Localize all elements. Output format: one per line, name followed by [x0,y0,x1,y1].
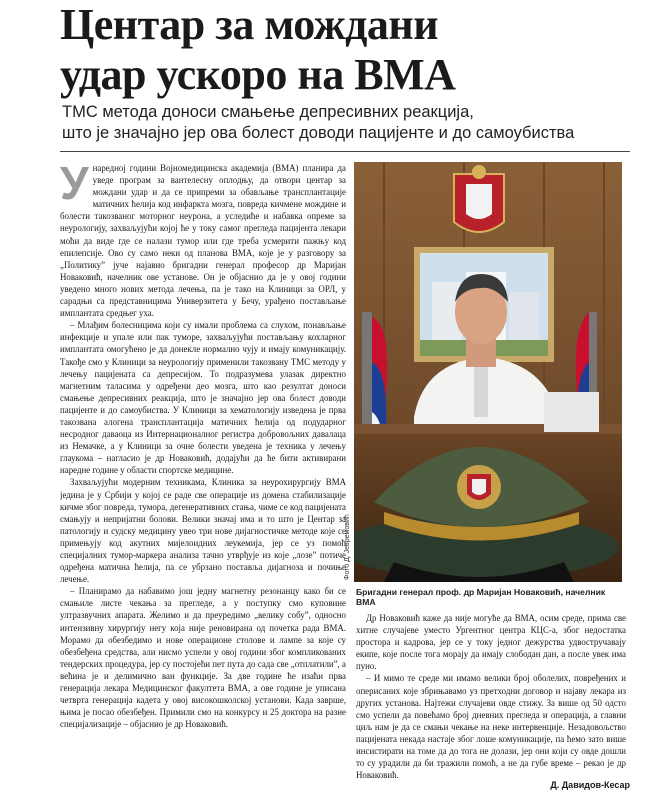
photo-credit: Фото Д. Јевремовић [344,514,351,580]
subhead-line-1: ТМС метода доноси смањење депресивних реакција, [62,103,474,121]
portrait-photo [354,162,622,582]
photo-caption: Бригадни генерал проф. др Маријан Новаковић, начелник ВМА [356,587,606,607]
paragraph-4: – Планирамо да набавимо још једну магнетну резонанцу како би се смањиле листе чекања за прегледе, а у поступку смо куповине ултразвучних апарата. Желимо и да преуредимо „велику собу”, односно интензивну хирургију негу која није реновирана од почетка рада ВМА. Морамо да обезбедимо и нове операционе столове и лампе за које су обезбеђена средства, али нисмо успели у овој години због компликованих тендерских процедура, јер су постојећи пет пута до сада све „отплатили”, а већина је и делимично ван функције. За две године ће изаћи прва генерација лекара Медицинског факултета ВМА, а ове године је уписана четврта генерација кадета у овој високошколској установи. Када заврше, њима је посао обезбеђен. Примили смо на конкурсу и 25 доктора на разне специјализације – објаснио је др Новаковић. [60,586,346,730]
headline-line-2: удар ускоро на ВМА [60,50,456,99]
subhead-line-2: што је значајно јер ова болест доводи пацијенте и до самоубиства [62,124,575,142]
drop-cap: У [60,162,89,209]
article-body-left [60,162,346,794]
divider [60,151,630,152]
paragraph-2: – Млађим болесницима који су имали проблема са слухом, понављање инфекције и упале или пак туморе, захваљујући постављању кохларног имплантата омогућено је да донекле нормално чују и имају комуникацију. Такође смо у Клиници за неурологију применили такозвану ТМС методу у лечењу пацијената са депресијом. То подразумева улазак директно магнетним таласима у одређени део мозга, што као резултат доноси смањење депресивних реакција, што је значајно јер ова болест доводи пацијенте и до самоубиства. У Клиници за хематологију изведена је прва такозвана алогена трансплантација матичних ћелија од подударног несродног даваоца из Интернационалног регистра добровољних давалаца из Немачке, а у Клиници за очне болести уведена је техника у лечењу глаукома – нагласио је др Новаковић, додајући да ће бити активирани наредне године у области спортске медицине. [60,320,346,476]
paragraph-3: Захваљујући модерним техникама, Клиника за неурохирургију ВМА једина је у Србији у којој се раде све операције из домена стабилизације кичме због повреда, тумора, дегенеративних стања, чиме се код пацијената смањују и непријатни болови. Велики значај има и то што је Центар за патологију и судску медицину увео три нове дијагностичке методе које се примењују код акутних мијелоидних леукемија, јер се уз помоћ специјалних тумор-маркера анализа тачно утврђује из које „лозе” потиче одређена матична ћелија, па се убрзано поставља дијагноза и почиње лечење. [60,477,346,585]
headline [60,0,620,100]
article-body-right [356,612,626,781]
byline: Д. Давидов-Кесар [550,780,630,790]
headline-line-1: Центар за мождани [60,0,439,49]
paragraph-1: наредној години Војномедицинска академија (ВМА) планира да уведе програм за вантелесну оплодњу, да отвори центар за мождани удар и да се припреми за обављање трансплантације матичних ћелија код инфаркта мозга, повреда кичмене мождине и болести такозваног моторног неурона, а уследиће и набавка опреме за неурологију, захваљујући којој ће у току самог прегледа пацијента лекари моћи да виде где се налази тумор или где треба усмерити пажњу код епилепсије. Ово су само неки од планова ВМА, које је у разговору за „Политику” јуче најавио бригадни генерал професор др Маријан Новаковић, начелник ове установе. Он је објаснио да је у овој години уведено много нових метода лечења, па је тако на Клиници за ОРЛ, у сарадњи са представницима Универзитета у Бечу, урађено постављање имплантата средњег уха. [60,163,346,319]
paragraph-6: – И мимо те среде ми имамо велики број оболелих, повређених и оперисаних које збрињавамо уз претходни договор и најаву лекара из других установа. Најтежи случајеви овде стижу. За више од 50 одсто смо успели да повећамо број дневних прегледа и операција, а главни циљ нам је да се смањи чекање на неке интервенције. Незадовољство пацијената некада настаје због лоше комуникације, па ћемо зато више инсистирати на томе да до тога не долази, јер они који су овде дошли то су урадили да би тражили помоћ, а не да губе време – рекао је др Новаковић. [356,673,626,781]
paragraph-5: Др Новаковић каже да није могуће да ВМА, осим среде, прима све хитне случајеве уместо Ургентног центра КЦС-а, због недостатка простора и кадрова, јер се у току једног дежурства удвостручавају екипе, које после тога морају да имају слободан дан, а после увек има пуно. [356,613,626,672]
coat-of-arms-icon [454,165,504,232]
subheadline [62,102,632,144]
